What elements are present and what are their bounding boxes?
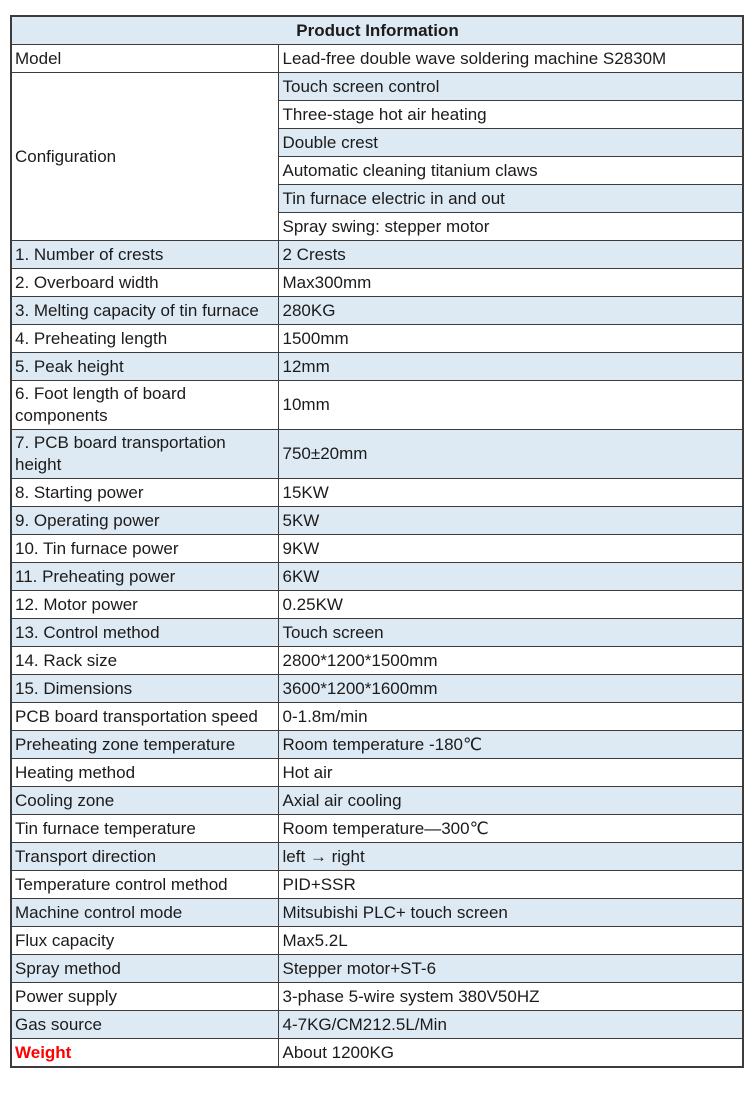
spec-row	[11, 241, 743, 269]
spec-label: Flux capacity	[11, 927, 278, 955]
spec-label: Temperature control method	[11, 871, 278, 899]
product-info-table	[10, 15, 744, 1068]
spec-row	[11, 759, 743, 787]
model-value: Lead-free double wave soldering machine S2830M	[278, 45, 743, 73]
spec-row	[11, 703, 743, 731]
spec-label: Spray method	[11, 955, 278, 983]
spec-value: PID+SSR	[278, 871, 743, 899]
spec-row	[11, 325, 743, 353]
spec-label: 6. Foot length of board components	[11, 381, 278, 430]
spec-row	[11, 815, 743, 843]
spec-value: Axial air cooling	[278, 787, 743, 815]
spec-row	[11, 787, 743, 815]
spec-value: 1500mm	[278, 325, 743, 353]
spec-row	[11, 507, 743, 535]
spec-value: 750±20mm	[278, 430, 743, 479]
spec-value: 5KW	[278, 507, 743, 535]
spec-row	[11, 927, 743, 955]
model-row	[11, 45, 743, 73]
spec-value: Room temperature -180℃	[278, 731, 743, 759]
spec-value: 10mm	[278, 381, 743, 430]
configuration-label: Configuration	[11, 73, 278, 241]
table-title: Product Information	[11, 16, 743, 45]
spec-row	[11, 430, 743, 479]
configuration-item: Tin furnace electric in and out	[278, 185, 743, 213]
spec-value: Touch screen	[278, 619, 743, 647]
table-header-row	[11, 16, 743, 45]
spec-label: 10. Tin furnace power	[11, 535, 278, 563]
spec-row	[11, 843, 743, 871]
spec-row	[11, 731, 743, 759]
spec-value: 3-phase 5-wire system 380V50HZ	[278, 983, 743, 1011]
spec-label: 13. Control method	[11, 619, 278, 647]
spec-value: 3600*1200*1600mm	[278, 675, 743, 703]
spec-row	[11, 297, 743, 325]
spec-value: Mitsubishi PLC+ touch screen	[278, 899, 743, 927]
spec-row	[11, 983, 743, 1011]
configuration-item: Double crest	[278, 129, 743, 157]
spec-label: Cooling zone	[11, 787, 278, 815]
configuration-row	[11, 73, 743, 101]
spec-row	[11, 955, 743, 983]
spec-label: 8. Starting power	[11, 479, 278, 507]
spec-label: Transport direction	[11, 843, 278, 871]
spec-value: left → right	[278, 843, 743, 871]
spec-label: 12. Motor power	[11, 591, 278, 619]
spec-row	[11, 1039, 743, 1068]
spec-row	[11, 563, 743, 591]
model-label: Model	[11, 45, 278, 73]
spec-row	[11, 899, 743, 927]
spec-row	[11, 675, 743, 703]
spec-value: Stepper motor+ST-6	[278, 955, 743, 983]
configuration-item: Spray swing: stepper motor	[278, 213, 743, 241]
spec-label: Tin furnace temperature	[11, 815, 278, 843]
spec-label: 9. Operating power	[11, 507, 278, 535]
spec-label: 3. Melting capacity of tin furnace	[11, 297, 278, 325]
spec-row	[11, 591, 743, 619]
spec-value: 6KW	[278, 563, 743, 591]
spec-row	[11, 647, 743, 675]
spec-value: 12mm	[278, 353, 743, 381]
spec-row	[11, 619, 743, 647]
spec-label: 15. Dimensions	[11, 675, 278, 703]
spec-label: PCB board transportation speed	[11, 703, 278, 731]
configuration-item: Three-stage hot air heating	[278, 101, 743, 129]
spec-value: 4-7KG/CM212.5L/Min	[278, 1011, 743, 1039]
spec-value: 9KW	[278, 535, 743, 563]
spec-row	[11, 535, 743, 563]
spec-label: 2. Overboard width	[11, 269, 278, 297]
spec-label: 11. Preheating power	[11, 563, 278, 591]
spec-value: 15KW	[278, 479, 743, 507]
spec-row	[11, 353, 743, 381]
spec-value: 0.25KW	[278, 591, 743, 619]
spec-row	[11, 1011, 743, 1039]
spec-label: Weight	[11, 1039, 278, 1068]
spec-value: Hot air	[278, 759, 743, 787]
spec-row	[11, 479, 743, 507]
spec-value: Max300mm	[278, 269, 743, 297]
spec-label: 14. Rack size	[11, 647, 278, 675]
spec-label: Gas source	[11, 1011, 278, 1039]
configuration-item: Automatic cleaning titanium claws	[278, 157, 743, 185]
spec-value: 0-1.8m/min	[278, 703, 743, 731]
spec-value: 2800*1200*1500mm	[278, 647, 743, 675]
spec-value: About 1200KG	[278, 1039, 743, 1068]
spec-label: 5. Peak height	[11, 353, 278, 381]
spec-value: Max5.2L	[278, 927, 743, 955]
spec-label: Heating method	[11, 759, 278, 787]
configuration-item: Touch screen control	[278, 73, 743, 101]
spec-label: 4. Preheating length	[11, 325, 278, 353]
spec-label: Preheating zone temperature	[11, 731, 278, 759]
spec-value: 2 Crests	[278, 241, 743, 269]
spec-value: Room temperature—300℃	[278, 815, 743, 843]
spec-label: 1. Number of crests	[11, 241, 278, 269]
spec-row	[11, 269, 743, 297]
spec-label: 7. PCB board transportation height	[11, 430, 278, 479]
spec-row	[11, 381, 743, 430]
spec-label: Power supply	[11, 983, 278, 1011]
spec-label: Machine control mode	[11, 899, 278, 927]
spec-row	[11, 871, 743, 899]
spec-value: 280KG	[278, 297, 743, 325]
